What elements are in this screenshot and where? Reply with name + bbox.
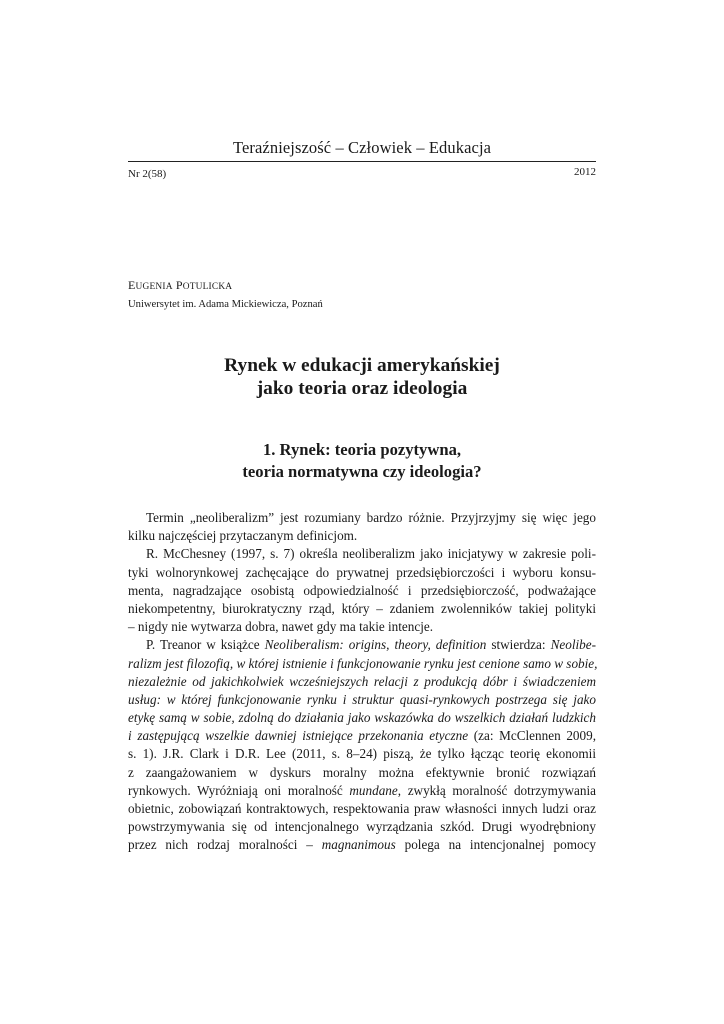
quote-start: Neolibe- xyxy=(550,637,596,653)
body-line-5: menta, nagradzające osobistą odpowiedzialność i przedsiębiorczość, podważające xyxy=(128,582,596,598)
paper-title xyxy=(128,354,596,400)
body-line-8 xyxy=(128,636,596,654)
quote-line-12: etykę samą w sobie, zdolną do działania jako wskazówka do wszelkich działań ludzkich xyxy=(128,710,596,726)
author-affiliation: Uniwersytet im. Adama Mickiewicza, Poznań xyxy=(128,299,323,310)
body-line-16 xyxy=(128,782,596,800)
body-line-12 xyxy=(128,709,596,727)
body-line-14: s. 1). J.R. Clark i D.R. Lee (2011, s. 8–24) piszą, że tylko łącząc teorię ekonomii xyxy=(128,746,596,762)
citation: (za: McClennen 2009, xyxy=(468,728,596,744)
body-line-3: R. McChesney (1997, s. 7) określa neoliberalizm jako inicjatywy w zakresie poli- xyxy=(146,546,596,562)
header-rule xyxy=(128,161,596,162)
body-line-19-a: przez nich rodzaj moralności – xyxy=(128,837,322,853)
term-magnanimous: magnanimous xyxy=(321,837,396,853)
body-line-17: obietnic, zobowiązań kontraktowych, respektowania praw własności innych ludzi oraz xyxy=(128,801,596,816)
publication-year: 2012 xyxy=(574,166,596,178)
section-heading xyxy=(128,439,596,483)
body-line-4: tyki wolnorynkowej zachęcające do prywatnej przedsiębiorczości i wyboru konsu- xyxy=(128,564,596,580)
issue-number: Nr 2(58) xyxy=(128,168,167,180)
author-last-initial: P xyxy=(175,278,183,292)
quote-end: i zastępującą wszelkie dawniej istniejące przekonania etyczne xyxy=(128,728,469,744)
body-line-16-c: , zwykłą moralność dotrzymywania xyxy=(397,782,596,798)
body-line-19-c: polega na intencjonalnej pomocy xyxy=(395,837,596,853)
section-heading-line-1: 1. Rynek: teoria pozytywna, xyxy=(262,440,462,459)
body-line-11 xyxy=(128,691,596,709)
body-line-7: – nigdy nie wytwarza dobra, nawet gdy ma takie intencje. xyxy=(128,619,434,635)
quote-line-10: niezależnie od jakichkolwiek wcześniejszych relacji z produkcją dóbr i świadczeniem xyxy=(128,673,596,689)
author-name xyxy=(128,278,232,293)
body-line-1: Termin „neoliberalizm” jest rozumiany bardzo różnie. Przyjrzyjmy się więc jego xyxy=(146,510,596,525)
term-mundane: mundane xyxy=(349,782,398,798)
quote-line-11: usług: w której funkcjonowanie rynku i struktur quasi-rynkowych postrzega się jako xyxy=(128,691,596,707)
body-line-16-a: rynkowych. Wyróżniają oni moralność xyxy=(128,782,350,798)
body-line-2: kilku najczęściej przytaczanym definicjom. xyxy=(128,528,358,544)
author-first-rest: UGENIA xyxy=(135,282,173,292)
quote-line-9: ralizm jest filozofią, w której istnienie i funkcjonowanie rynku jest cenione samo w sobie, xyxy=(128,655,598,671)
journal-title: Teraźniejszość – Człowiek – Edukacja xyxy=(232,138,492,157)
body-line-6: niekompetentny, biurokratyczny rząd, który – zdaniem zwolenników takiej polityki xyxy=(128,600,596,616)
author-first-initial: E xyxy=(128,278,136,292)
author-last-rest: OTULICKA xyxy=(182,282,233,292)
body-line-10 xyxy=(128,673,596,691)
body-line-15: z zaangażowaniem w dyskurs moralny można efektywnie bronić rozwiązań xyxy=(128,764,596,780)
section-heading-line-2: teoria normatywna czy ideologia? xyxy=(242,462,482,481)
body-line-19 xyxy=(128,836,596,854)
body-line-8-c: stwierdza: xyxy=(486,637,551,653)
book-title: Neoliberalism: origins, theory, definition xyxy=(264,637,487,653)
paper-title-line-1: Rynek w edukacji amerykańskiej xyxy=(224,355,500,376)
body-text xyxy=(128,509,596,855)
body-line-18: powstrzymywania się od intencjonalnego wyrządzania szkód. Drugi wyodrębniony xyxy=(128,819,596,835)
body-line-13 xyxy=(128,727,596,745)
body-line-8-a: P. Treanor w książce xyxy=(146,637,265,653)
paper-title-line-2: jako teoria oraz ideologia xyxy=(256,378,468,399)
body-line-9 xyxy=(128,655,596,673)
